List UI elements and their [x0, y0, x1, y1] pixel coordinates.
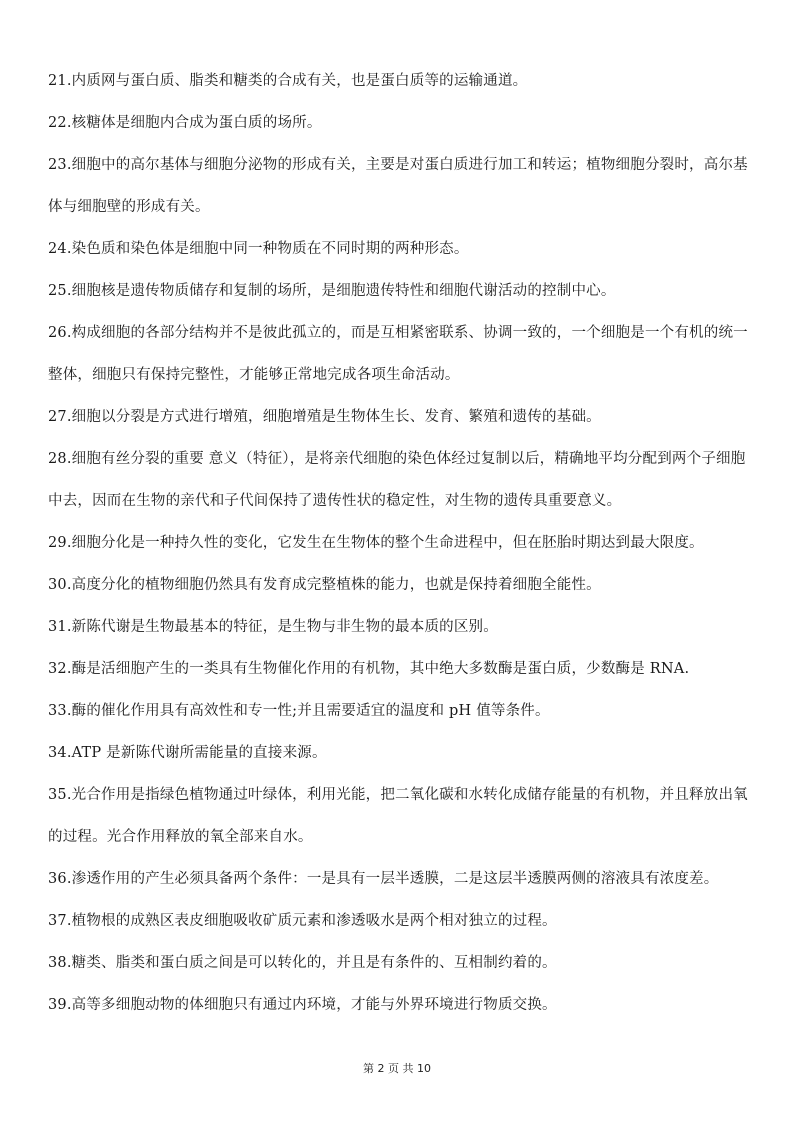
list-item: 28.细胞有丝分裂的重要 意义（特征），是将亲代细胞的染色体经过复制以后，精确地平均分配到两个子细胞中去，因而在生物的亲代和子代间保持了遗传性状的稳定性，对生物的遗传具重要意义。 [48, 451, 746, 509]
page-number-footer: 第 2 页 共 10 [363, 1062, 431, 1075]
list-item: 23.细胞中的高尔基体与细胞分泌物的形成有关，主要是对蛋白质进行加工和转运；植物细胞分裂时，高尔基体与细胞壁的形成有关。 [48, 157, 748, 215]
list-item: 25.细胞核是遗传物质储存和复制的场所，是细胞遗传特性和细胞代谢活动的控制中心。 [48, 283, 616, 299]
list-item: 37.植物根的成熟区表皮细胞吸收矿质元素和渗透吸水是两个相对独立的过程。 [48, 913, 557, 929]
list-item: 38.糖类、脂类和蛋白质之间是可以转化的，并且是有条件的、互相制约着的。 [48, 955, 557, 971]
list-item: 34.ATP 是新陈代谢所需能量的直接来源。 [48, 745, 327, 761]
list-item: 24.染色质和染色体是细胞中同一种物质在不同时期的两种形态。 [48, 241, 469, 257]
list-item: 27.细胞以分裂是方式进行增殖，细胞增殖是生物体生长、发育、繁殖和遗传的基础。 [48, 409, 601, 425]
list-item: 29.细胞分化是一种持久性的变化，它发生在生物体的整个生命进程中，但在胚胎时期达到最大限度。 [48, 535, 704, 551]
list-item: 33.酶的催化作用具有高效性和专一性;并且需要适宜的温度和 pH 值等条件。 [48, 703, 550, 719]
list-item: 36.渗透作用的产生必须具备两个条件：一是具有一层半透膜，二是这层半透膜两侧的溶液具有浓度差。 [48, 871, 719, 887]
list-item: 32.酶是活细胞产生的一类具有生物催化作用的有机物，其中绝大多数酶是蛋白质，少数酶是 RNA. [48, 661, 690, 677]
list-item: 22.核糖体是细胞内合成为蛋白质的场所。 [48, 115, 322, 131]
list-item: 26.构成细胞的各部分结构并不是彼此孤立的，而是互相紧密联系、协调一致的，一个细胞是一个有机的统一整体，细胞只有保持完整性，才能够正常地完成各项生命活动。 [48, 325, 748, 383]
list-item: 21.内质网与蛋白质、脂类和糖类的合成有关，也是蛋白质等的运输通道。 [48, 73, 528, 89]
list-item: 30.高度分化的植物细胞仍然具有发育成完整植株的能力，也就是保持着细胞全能性。 [48, 577, 601, 593]
statement-list [48, 60, 752, 1026]
list-item: 35.光合作用是指绿色植物通过叶绿体，利用光能，把二氧化碳和水转化成储存能量的有机物，并且释放出氧的过程。光合作用释放的氧全部来自水。 [48, 787, 748, 845]
list-item: 31.新陈代谢是生物最基本的特征，是生物与非生物的最本质的区别。 [48, 619, 498, 635]
list-item: 39.高等多细胞动物的体细胞只有通过内环境，才能与外界环境进行物质交换。 [48, 997, 557, 1013]
